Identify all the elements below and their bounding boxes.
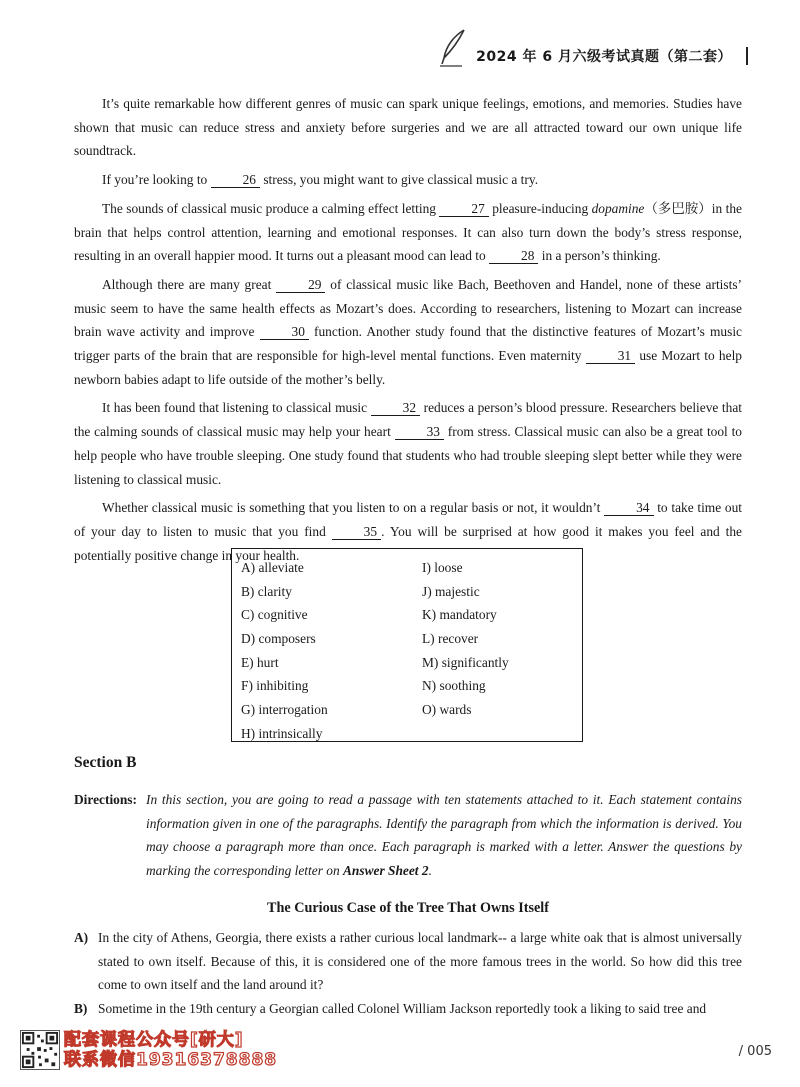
article-paragraph-b	[74, 997, 742, 1021]
word-option-g: G) interrogation	[241, 702, 328, 718]
blank-27: 27	[439, 202, 488, 217]
word-option-j: J) majestic	[422, 583, 480, 599]
word-bank-right-column	[422, 556, 509, 722]
passage-paragraph-3: The sounds of classical music produce a calming effect letting 27 pleasure-inducing dopamine（多巴胺）in the brain that helps control attention, learning and emotional responses. It can also turn down the body’s stress response, resulting in an overall happier mood. It turns out a pleasant mood can lead to 28 in a person’s thinking.	[74, 200, 742, 264]
passage-paragraph-2: If you’re looking to 26 stress, you might want to give classical music a try.	[102, 172, 539, 188]
passage-paragraph-1: It’s quite remarkable how different genres of music can spark unique feelings, emotions, and memories. Studies have shown that music can reduce stress and anxiety before surgeries and we are all attracted toward our own unique life soundtrack.	[74, 96, 742, 159]
word-option-k: K) mandatory	[422, 607, 497, 623]
blank-29: 29	[276, 278, 325, 293]
blank-30: 30	[260, 325, 309, 340]
directions-label: Directions:	[74, 792, 137, 807]
word-bank-left-column	[241, 556, 328, 746]
paragraph-label: A)	[74, 930, 89, 945]
page-header	[476, 46, 748, 66]
page-number: / 005	[738, 1044, 772, 1059]
exam-title: 2024 年 6 月六级考试真题（第二套）	[476, 49, 732, 65]
blank-31: 31	[586, 349, 635, 364]
paragraph-label: B)	[74, 1001, 88, 1016]
blank-32: 32	[371, 401, 420, 416]
blank-35: 35	[332, 525, 381, 540]
passage-paragraph-5: It has been found that listening to classical music 32 reduces a person’s blood pressure. Researchers believe that the calming sounds of classical music may help your heart 33 from stress. Classical music can also be a great tool to help people who have trouble sleeping. One study found that students who had trouble sleeping slept better while they were listening to classical music.	[74, 400, 743, 487]
word-option-c: C) cognitive	[241, 607, 308, 623]
passage-paragraph-6: Whether classical music is something that you listen to on a regular basis or not, it wouldn’t 34 to take time out of your day to listen to music that you find 35 . You will be surprised at how good it makes you feel and the potentially positive change in your health.	[74, 500, 742, 563]
word-option-f: F) inhibiting	[241, 678, 309, 694]
word-bank-box	[231, 548, 583, 742]
directions-block	[74, 788, 742, 883]
word-option-d: D) composers	[241, 631, 316, 647]
word-option-b: B) clarity	[241, 583, 292, 599]
section-heading: Section B	[74, 754, 137, 771]
header-divider	[746, 47, 748, 65]
word-option-e: E) hurt	[241, 654, 279, 670]
qr-code-icon	[20, 1030, 60, 1070]
word-option-h: H) intrinsically	[241, 725, 323, 741]
promo-line-1: 配套课程公众号[研大]	[64, 1030, 244, 1050]
promo-watermark	[64, 1030, 277, 1070]
blank-28: 28	[489, 249, 538, 264]
article-paragraph-a	[74, 926, 742, 997]
word-option-o: O) wards	[422, 702, 472, 718]
word-option-m: M) significantly	[422, 654, 509, 670]
blank-26: 26	[211, 173, 260, 188]
word-option-i: I) loose	[422, 560, 463, 575]
passage-paragraph-4: Although there are many great 29 of classical music like Bach, Beethoven and Handel, none of these artists’ music seem to have the same health effects as Mozart’s does. According to researchers, listening to Mozart can increase brain wave activity and improve 30 function. Another study found that the distinctive features of Mozart’s music trigger parts of the brain that are responsible for high-level mental functions. Even maternity 31 use Mozart to help newborn babies adapt to life outside of the mother’s belly.	[74, 276, 742, 387]
word-option-a: A) alleviate	[241, 560, 304, 575]
paragraph-text: Sometime in the 19th century a Georgian called Colonel William Jackson reportedly took a liking to said tree and	[98, 1001, 707, 1016]
word-option-n: N) soothing	[422, 678, 486, 694]
promo-line-2: 联系微信19316378888	[64, 1050, 278, 1070]
paragraph-text: In the city of Athens, Georgia, there exists a rather curious local landmark-- a large white oak that is almost universally stated to own itself. Because of this, it is considered one of the more famous trees in the world. So how did this tree come to own itself and the land around it?	[98, 930, 742, 993]
blank-34: 34	[604, 501, 653, 516]
cloze-passage	[74, 92, 742, 572]
blank-33: 33	[395, 425, 444, 440]
feather-pen-icon	[436, 28, 470, 68]
directions-text: In this section, you are going to read a passage with ten statements attached to it. Each statement contains information given in one of the paragraphs. Identify the paragraph from which the information is derived. You may choose a paragraph more than once. Each paragraph is marked with a letter. Answer the questions by marking the corresponding letter on Answer Sheet 2.	[146, 792, 742, 879]
article-title: The Curious Case of the Tree That Owns Itself	[267, 900, 549, 916]
word-option-l: L) recover	[422, 631, 479, 647]
